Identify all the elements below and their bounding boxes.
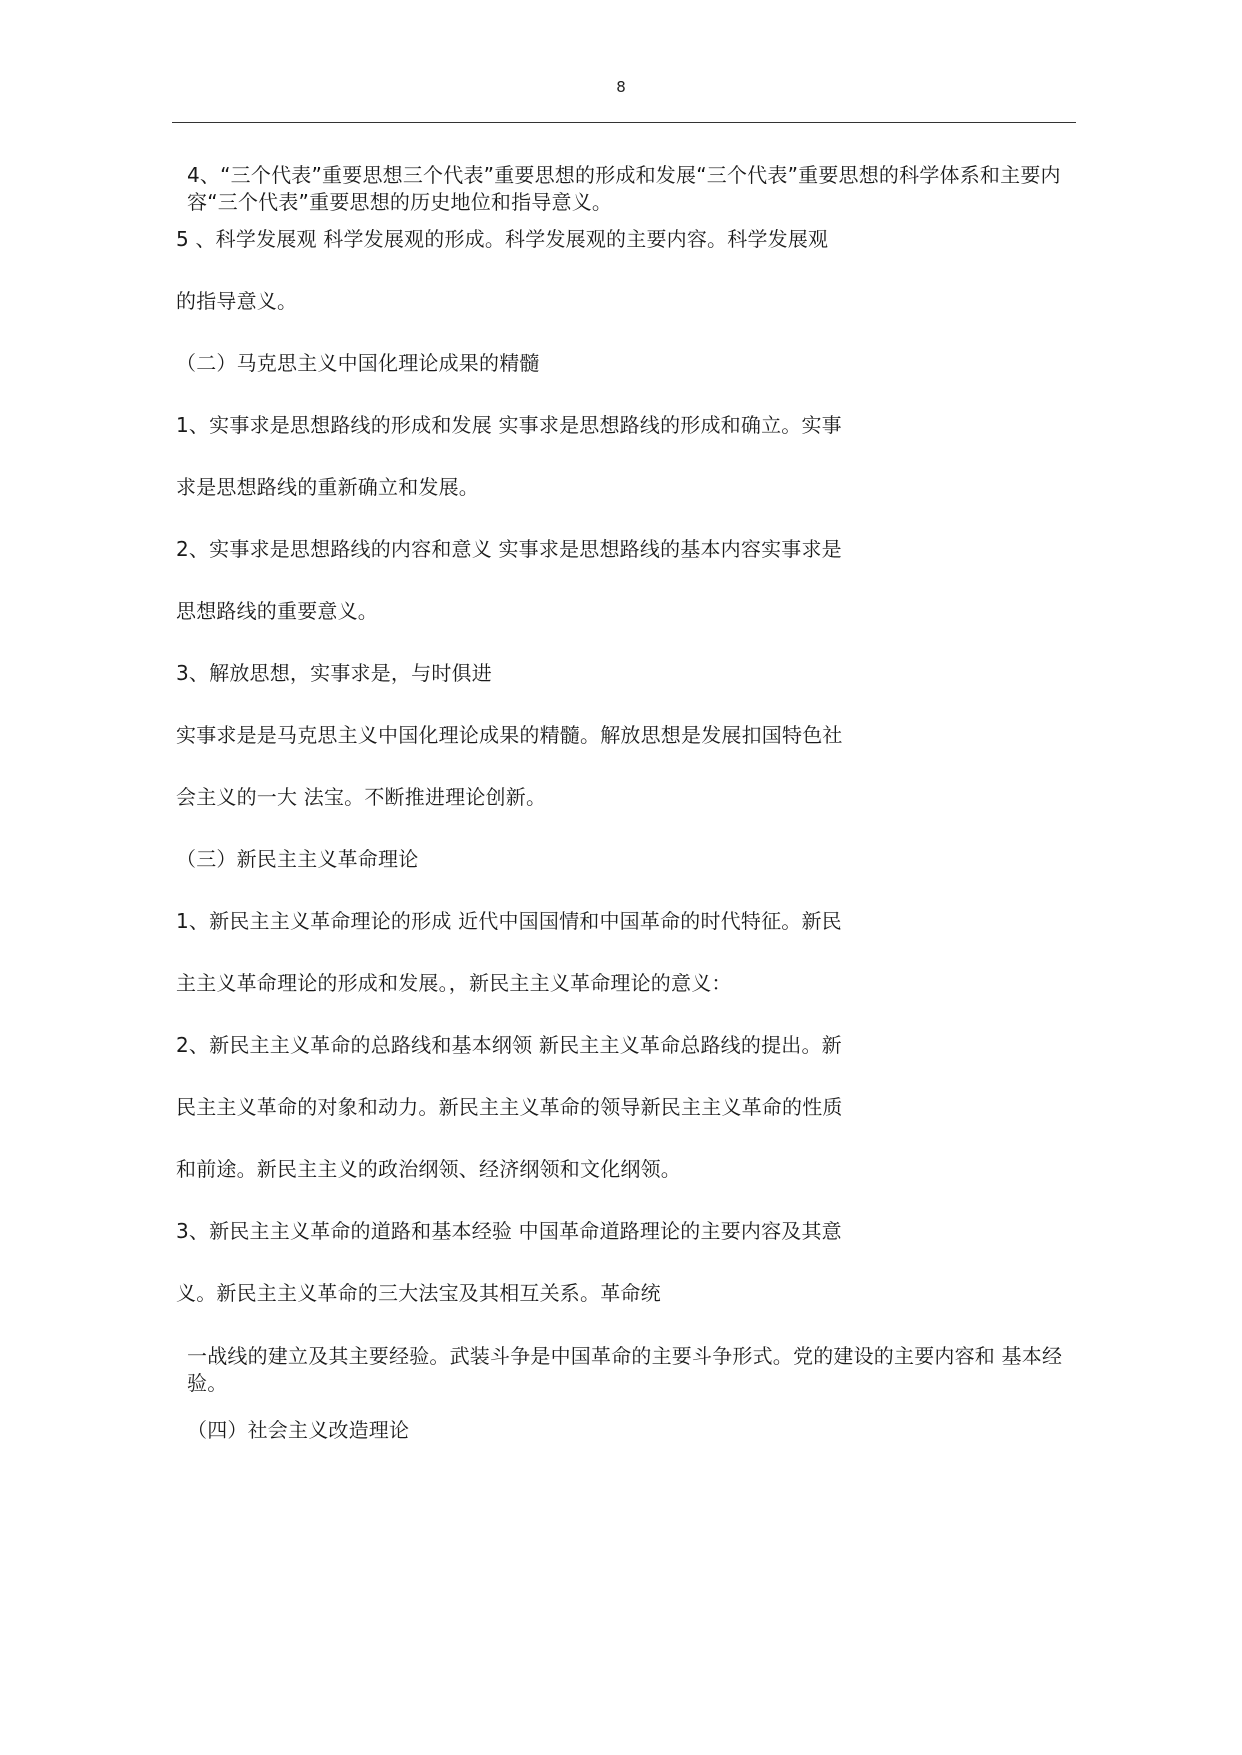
page-number: 8 [616,78,626,96]
paragraph-q2-line-3: 和前途。新民主主义的政治纲领、经济纲领和文化纲领。 [176,1157,681,1181]
paragraph-3-line-2: 实事求是是马克思主义中国化理论成果的精髓。解放思想是发展扣国特色社 [176,723,843,747]
paragraph-1-line-2: 求是思想路线的重新确立和发展。 [176,475,479,499]
paragraph-3-line-1: 3、解放思想，实事求是，与时俱进 [176,661,492,685]
paragraph-2-line-2: 思想路线的重要意义。 [176,599,378,623]
paragraph-q3-line-2: 义。新民主主义革命的三大法宝及其相互关系。革命统 [176,1281,661,1305]
paragraph-q1-line-2: 主主义革命理论的形成和发展。，新民主主义革命理论的意义： [176,971,732,995]
paragraph-q2-line-1: 2、新民主主义革命的总路线和基本纲领 新民主主义革命总路线的提出。新 [176,1033,842,1057]
section-heading-4: （四）社会主义改造理论 [187,1418,410,1442]
paragraph-scientific-outlook-line-2: 的指导意义。 [176,289,298,313]
paragraph-united-front: 一战线的建立及其主要经验。武装斗争是中国革命的主要斗争形式。党的建设的主要内容和 基本经验。 [187,1344,1063,1395]
paragraph-three-represents: 4、“三个代表”重要思想三个代表”重要思想的形成和发展“三个代表”重要思想的科学体系和主要内容“三个代表”重要思想的历史地位和指导意义。 [187,163,1061,214]
paragraph-2-line-1: 2、实事求是思想路线的内容和意义 实事求是思想路线的基本内容实事求是 [176,537,842,561]
paragraph-1-line-1: 1、实事求是思想路线的形成和发展 实事求是思想路线的形成和确立。实事 [176,413,842,437]
paragraph-q3-line-1: 3、新民主主义革命的道路和基本经验 中国革命道路理论的主要内容及其意 [176,1219,842,1243]
paragraph-3-line-3: 会主义的一大 法宝。不断推进理论创新。 [176,785,547,809]
paragraph-q1-line-1: 1、新民主主义革命理论的形成 近代中国国情和中国革命的时代特征。新民 [176,909,842,933]
header-divider [172,122,1076,123]
section-heading-3: （三）新民主主义革命理论 [176,847,419,871]
paragraph-scientific-outlook-line-1: 5 、科学发展观 科学发展观的形成。科学发展观的主要内容。科学发展观 [176,227,829,251]
paragraph-q2-line-2: 民主主义革命的对象和动力。新民主主义革命的领导新民主主义革命的性质 [176,1095,843,1119]
section-heading-2: （二）马克思主义中国化理论成果的精髓 [176,351,540,375]
